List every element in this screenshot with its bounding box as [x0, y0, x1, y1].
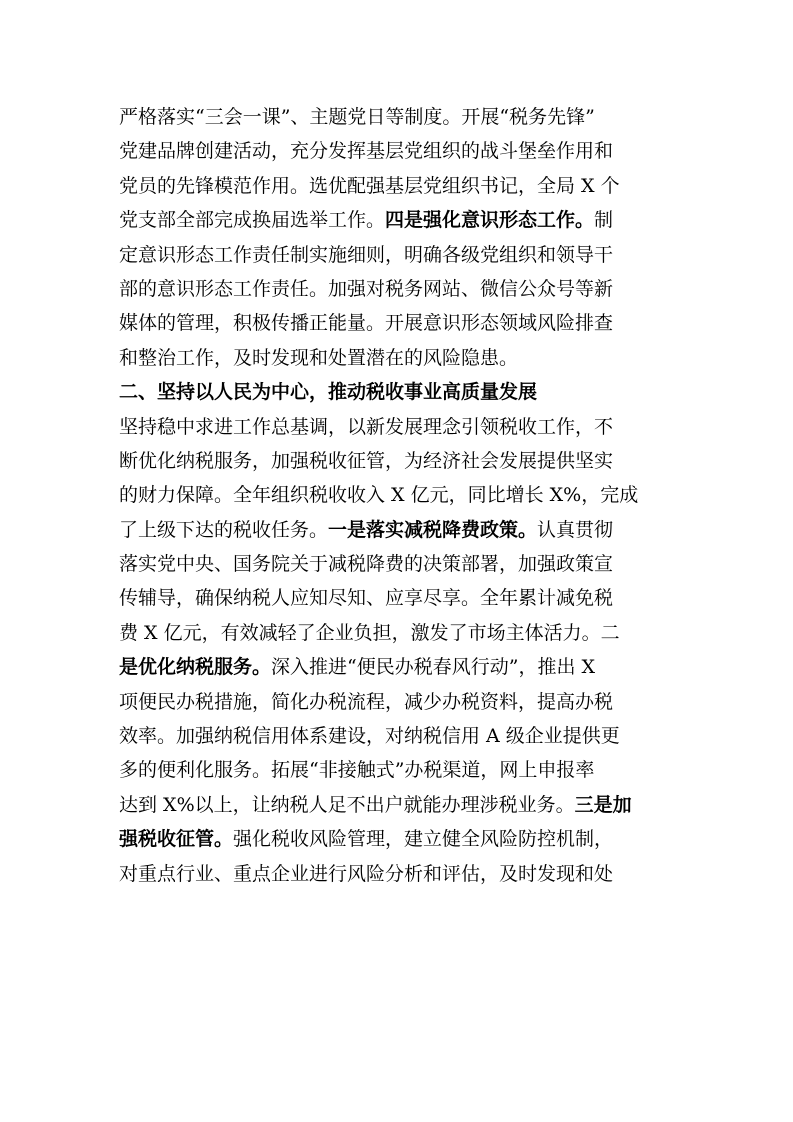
text-segment: 党支部全部完成换届选举工作。: [119, 209, 386, 232]
text-segment: 多的便利化服务。拓展“非接触式”办税渠道，网上申报率: [119, 759, 595, 782]
text-line: [119, 788, 689, 822]
bold-phrase: 是优化纳税服务。: [119, 656, 272, 679]
text-line: [119, 650, 689, 684]
paragraph-party-building: [119, 100, 689, 375]
text-line: [119, 203, 689, 237]
text-segment: 强化税收风险管理，建立健全风险防控机制，: [233, 828, 614, 851]
bold-phrase: 四是强化意识形态工作。: [385, 209, 595, 232]
text-segment: 费 X 亿元，有效减轻了企业负担，激发了市场主体活力。二: [119, 621, 620, 644]
text-segment: 党建品牌创建活动，充分发挥基层党组织的战斗堡垒作用和: [119, 140, 614, 163]
text-line: [119, 410, 689, 444]
text-line: [119, 478, 689, 512]
text-segment: 效率。加强纳税信用体系建设，对纳税信用 A 级企业提供更: [119, 725, 620, 748]
text-segment: 对重点行业、重点企业进行风险分析和评估，及时发现和处: [119, 862, 614, 885]
text-segment: 严格落实“三会一课”、主题党日等制度。开展“税务先锋”: [119, 106, 595, 128]
text-segment: 了上级下达的税收任务。: [119, 518, 329, 541]
text-segment: 坚持稳中求进工作总基调，以新发展理念引领税收工作，不: [119, 415, 614, 438]
bold-phrase: 三是加: [574, 793, 632, 816]
text-line: [119, 685, 689, 719]
text-line: [119, 444, 689, 478]
paragraph-tax-development: [119, 410, 689, 891]
text-line: [119, 616, 689, 650]
text-line: [119, 513, 689, 547]
body-text: [119, 100, 689, 891]
text-line: [119, 169, 689, 203]
text-line: [119, 581, 689, 615]
text-segment: 媒体的管理，积极传播正能量。开展意识形态领域风险排查: [119, 312, 614, 335]
text-line: [119, 341, 689, 375]
text-line: [119, 822, 689, 856]
bold-phrase: 一是落实减税降费政策。: [328, 518, 538, 541]
text-line: [119, 238, 689, 272]
text-segment: 达到 X%以上，让纳税人足不出户就能办理涉税业务。: [119, 793, 575, 816]
text-line: [119, 753, 689, 787]
text-segment: 的财力保障。全年组织税收收入 X 亿元，同比增长 X%，完成: [119, 484, 639, 507]
text-line: [119, 272, 689, 306]
text-segment: 认真贯彻: [537, 518, 614, 541]
text-segment: 党员的先锋模范作用。选优配强基层党组织书记，全局 X 个: [119, 174, 620, 197]
text-line: [119, 306, 689, 340]
text-segment: 和整治工作，及时发现和处置潜在的风险隐患。: [119, 346, 519, 369]
section-heading: 二、坚持以人民为中心，推动税收事业高质量发展: [119, 381, 538, 404]
text-segment: 深入推进“便民办税春风行动”，推出 X: [271, 656, 596, 679]
text-line: [119, 547, 689, 581]
bold-phrase: 强税收征管。: [119, 828, 234, 851]
text-line: [119, 719, 689, 753]
text-segment: 项便民办税措施，简化办税流程，减少办税资料，提高办税: [119, 690, 614, 713]
text-segment: 传辅导，确保纳税人应知尽知、应享尽享。全年累计减免税: [119, 587, 614, 610]
text-line: [119, 100, 689, 134]
text-line: [119, 134, 689, 168]
text-segment: 断优化纳税服务，加强税收征管，为经济社会发展提供坚实: [119, 449, 614, 472]
text-segment: 定意识形态工作责任制实施细则，明确各级党组织和领导干: [119, 243, 614, 266]
text-segment: 制: [594, 209, 614, 232]
text-segment: 部的意识形态工作责任。加强对税务网站、微信公众号等新: [119, 277, 614, 300]
text-line: [119, 857, 689, 891]
text-segment: 落实党中央、国务院关于减税降费的决策部署，加强政策宣: [119, 553, 614, 576]
